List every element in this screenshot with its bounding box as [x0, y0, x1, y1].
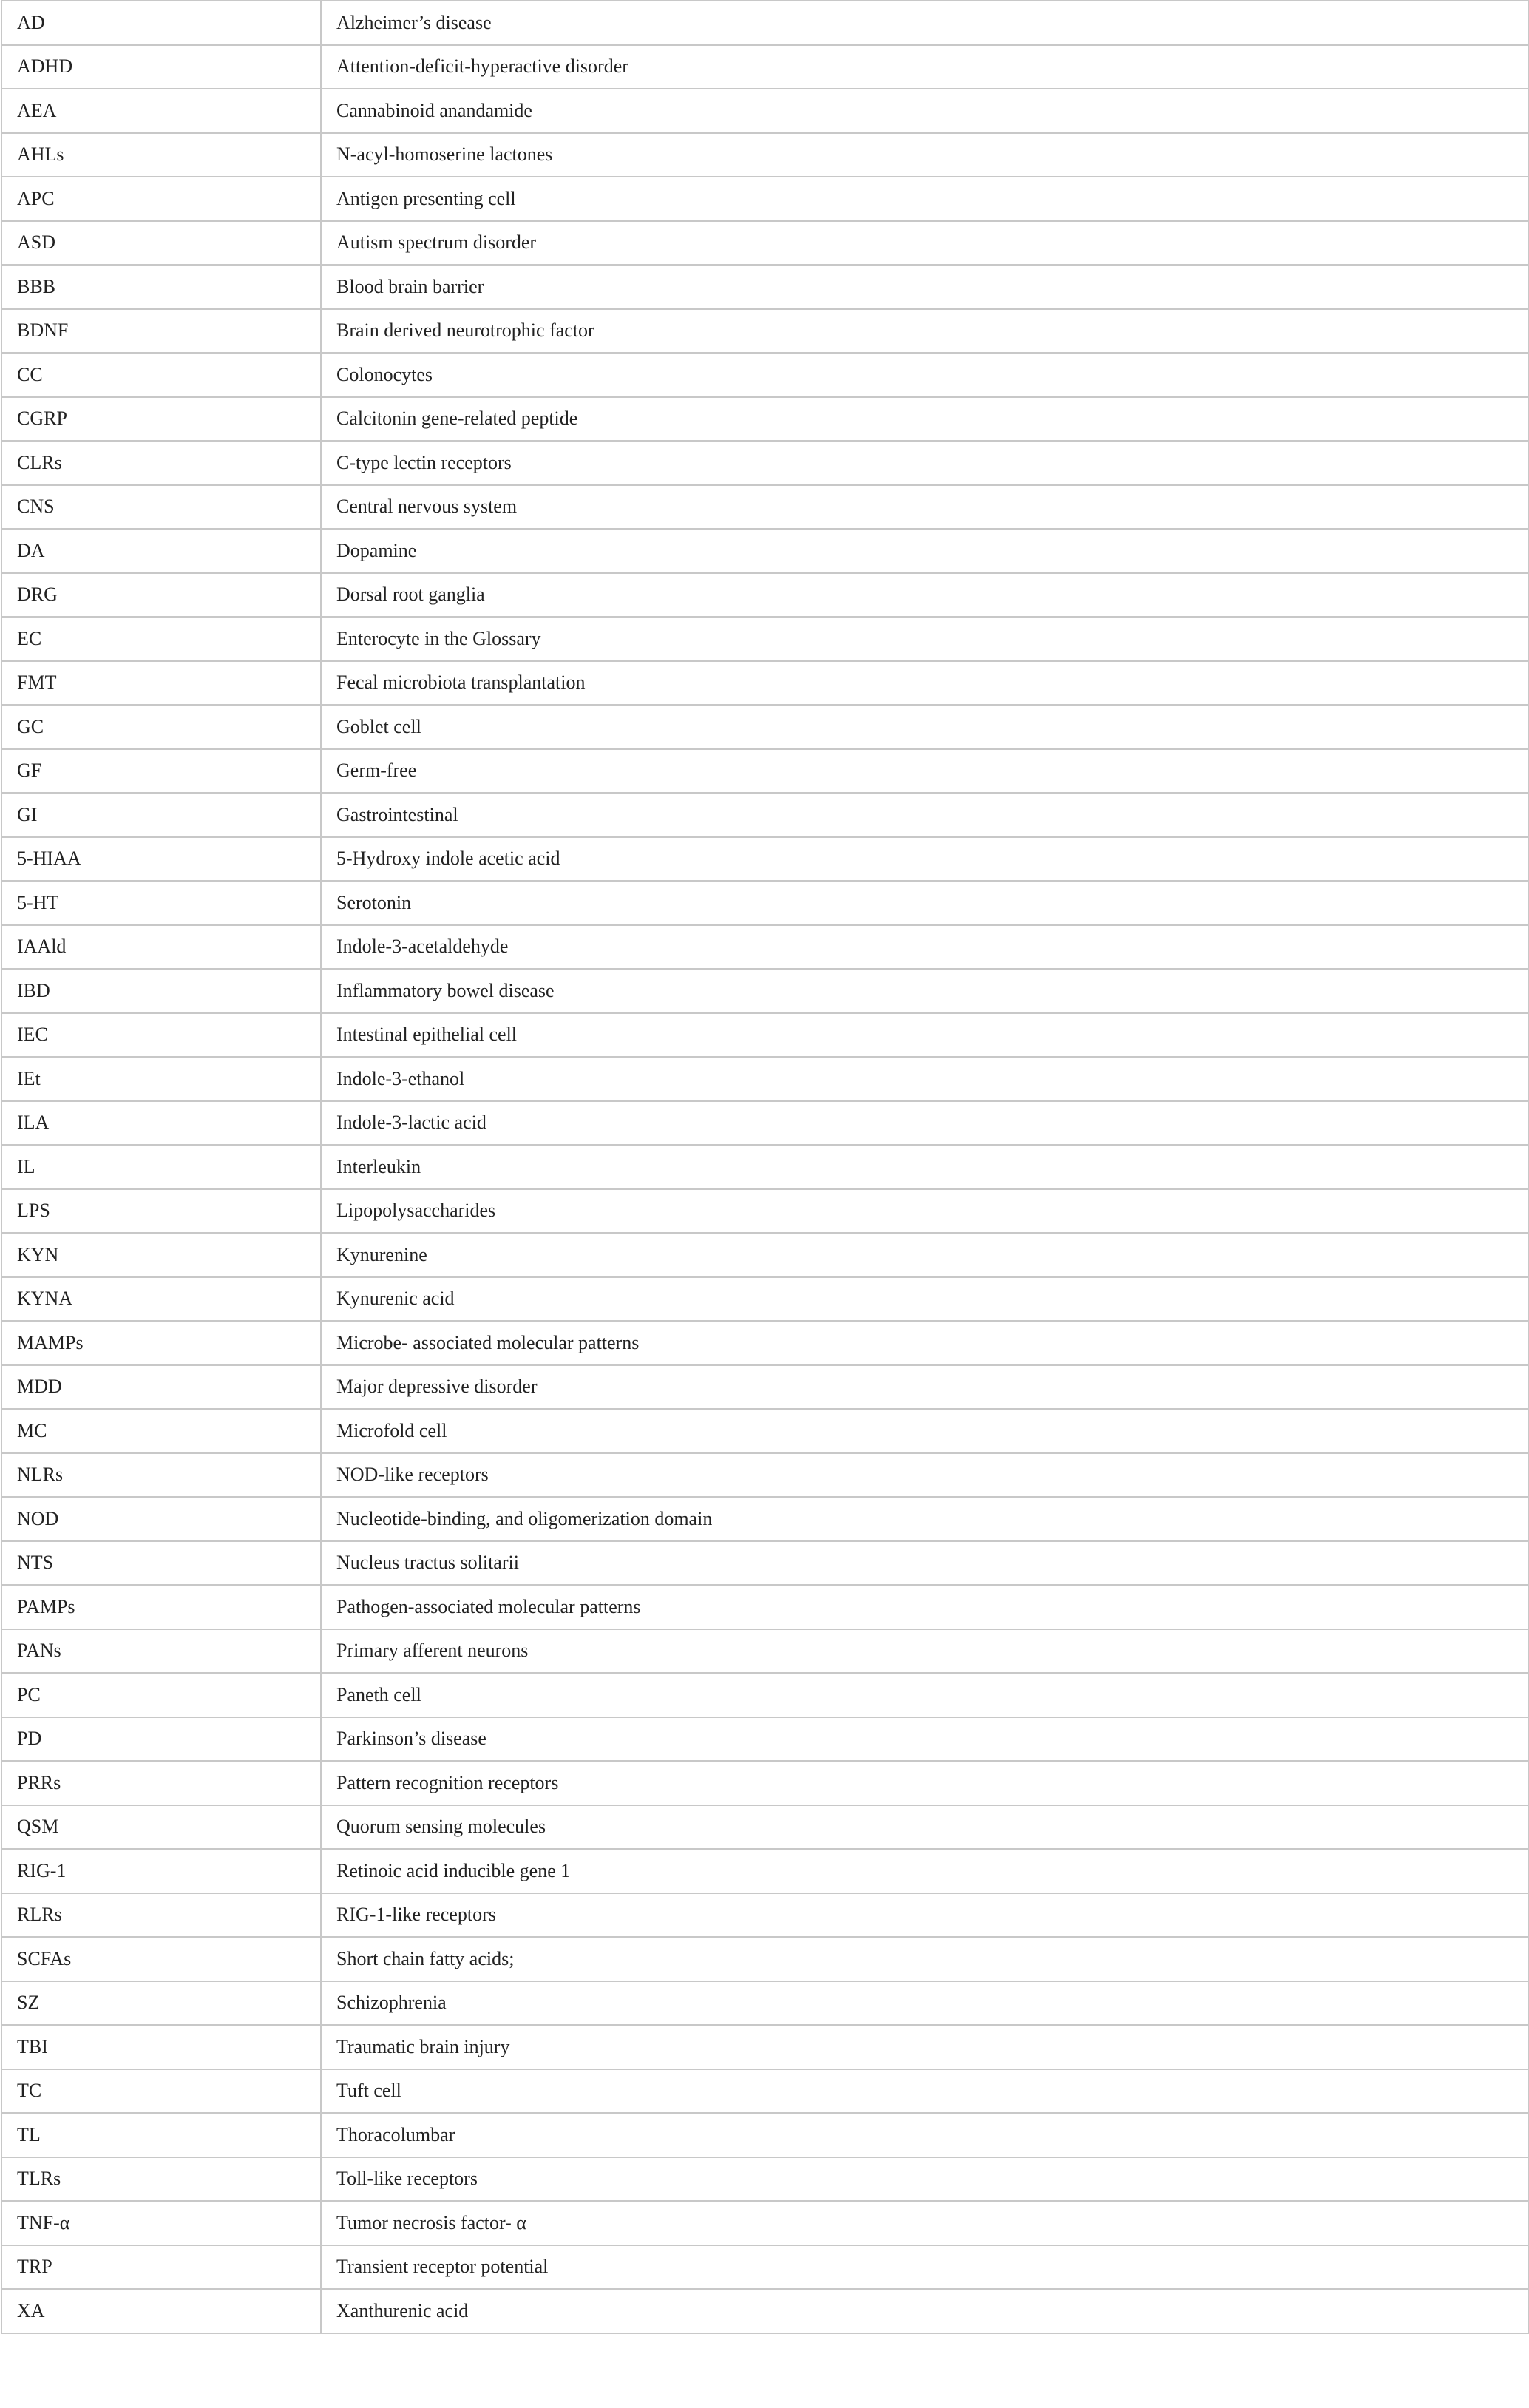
definition-cell: Tumor necrosis factor- α — [321, 2201, 1529, 2245]
definition-cell: Retinoic acid inducible gene 1 — [321, 1849, 1529, 1893]
abbreviation-cell: MDD — [1, 1365, 321, 1410]
abbreviation-cell: TNF-α — [1, 2201, 321, 2245]
table-row — [1, 573, 1529, 618]
table-row — [1, 1, 1529, 45]
abbreviation-cell: TLRs — [1, 2157, 321, 2202]
definition-cell: Central nervous system — [321, 485, 1529, 530]
table-row — [1, 793, 1529, 837]
definition-cell: NOD-like receptors — [321, 1453, 1529, 1498]
abbreviation-cell: BDNF — [1, 309, 321, 354]
definition-cell: Pattern recognition receptors — [321, 1761, 1529, 1805]
abbreviation-cell: GI — [1, 793, 321, 837]
definition-cell: Autism spectrum disorder — [321, 221, 1529, 266]
table-row — [1, 661, 1529, 706]
abbreviation-cell: TL — [1, 2113, 321, 2157]
definition-cell: Blood brain barrier — [321, 265, 1529, 309]
definition-cell: Lipopolysaccharides — [321, 1189, 1529, 1234]
abbreviation-cell: KYN — [1, 1233, 321, 1277]
abbreviation-cell: SCFAs — [1, 1937, 321, 1981]
abbreviation-cell: IBD — [1, 969, 321, 1013]
definition-cell: Calcitonin gene-related peptide — [321, 397, 1529, 442]
abbreviation-cell: TRP — [1, 2245, 321, 2290]
abbreviation-cell: CC — [1, 353, 321, 397]
table-row — [1, 1145, 1529, 1189]
definition-cell: Paneth cell — [321, 1673, 1529, 1717]
table-row — [1, 1409, 1529, 1453]
definition-cell: Kynurenine — [321, 1233, 1529, 1277]
abbreviation-cell: LPS — [1, 1189, 321, 1234]
table-row — [1, 2069, 1529, 2114]
table-row — [1, 309, 1529, 354]
definition-cell: Germ-free — [321, 749, 1529, 794]
table-row — [1, 1189, 1529, 1234]
table-row — [1, 969, 1529, 1013]
abbreviation-cell: XA — [1, 2289, 321, 2333]
definition-cell: 5-Hydroxy indole acetic acid — [321, 837, 1529, 882]
definition-cell: Goblet cell — [321, 705, 1529, 749]
abbreviation-cell: CNS — [1, 485, 321, 530]
definition-cell: RIG-1-like receptors — [321, 1893, 1529, 1938]
table-row — [1, 1013, 1529, 1058]
abbreviation-cell: NOD — [1, 1497, 321, 1541]
table-row — [1, 2025, 1529, 2069]
table-row — [1, 837, 1529, 882]
abbreviation-cell: QSM — [1, 1805, 321, 1850]
abbreviation-cell: AD — [1, 1, 321, 45]
table-row — [1, 1761, 1529, 1805]
abbreviation-cell: CLRs — [1, 441, 321, 485]
abbreviation-cell: TC — [1, 2069, 321, 2114]
abbreviation-cell: APC — [1, 177, 321, 221]
table-row — [1, 1321, 1529, 1365]
abbreviation-cell: ASD — [1, 221, 321, 266]
definition-cell: Microbe- associated molecular patterns — [321, 1321, 1529, 1365]
table-row — [1, 1453, 1529, 1498]
definition-cell: Cannabinoid anandamide — [321, 89, 1529, 133]
table-row — [1, 133, 1529, 177]
abbreviation-cell: PAMPs — [1, 1585, 321, 1629]
table-row — [1, 1365, 1529, 1410]
definition-cell: Major depressive disorder — [321, 1365, 1529, 1410]
abbreviation-cell: BBB — [1, 265, 321, 309]
abbreviation-cell: ADHD — [1, 45, 321, 89]
definition-cell: Indole-3-lactic acid — [321, 1101, 1529, 1146]
table-row — [1, 1893, 1529, 1938]
definition-cell: Serotonin — [321, 881, 1529, 925]
table-row — [1, 1233, 1529, 1277]
table-row — [1, 1805, 1529, 1850]
definition-cell: Colonocytes — [321, 353, 1529, 397]
abbreviation-cell: SZ — [1, 1981, 321, 2026]
definition-cell: Brain derived neurotrophic factor — [321, 309, 1529, 354]
table-row — [1, 1541, 1529, 1586]
definition-cell: Nucleotide-binding, and oligomerization domain — [321, 1497, 1529, 1541]
definition-cell: Parkinson’s disease — [321, 1717, 1529, 1762]
definition-cell: Toll-like receptors — [321, 2157, 1529, 2202]
definition-cell: Thoracolumbar — [321, 2113, 1529, 2157]
table-row — [1, 1629, 1529, 1674]
definition-cell: Attention-deficit-hyperactive disorder — [321, 45, 1529, 89]
abbreviation-cell: MC — [1, 1409, 321, 1453]
table-row — [1, 2113, 1529, 2157]
definition-cell: N-acyl-homoserine lactones — [321, 133, 1529, 177]
table-row — [1, 1981, 1529, 2026]
table-row — [1, 2201, 1529, 2245]
abbreviation-cell: NTS — [1, 1541, 321, 1586]
abbreviation-cell: PC — [1, 1673, 321, 1717]
table-row — [1, 705, 1529, 749]
table-row — [1, 1849, 1529, 1893]
definition-cell: Indole-3-acetaldehyde — [321, 925, 1529, 970]
table-row — [1, 1101, 1529, 1146]
table-row — [1, 2289, 1529, 2333]
table-row — [1, 749, 1529, 794]
abbreviation-cell: IEt — [1, 1057, 321, 1101]
abbreviation-cell: AEA — [1, 89, 321, 133]
abbreviation-cell: 5-HIAA — [1, 837, 321, 882]
table-row — [1, 1673, 1529, 1717]
definition-cell: C-type lectin receptors — [321, 441, 1529, 485]
abbreviation-cell: DA — [1, 529, 321, 573]
definition-cell: Interleukin — [321, 1145, 1529, 1189]
abbreviation-cell: IL — [1, 1145, 321, 1189]
abbreviation-cell: KYNA — [1, 1277, 321, 1322]
abbreviation-cell: MAMPs — [1, 1321, 321, 1365]
definition-cell: Nucleus tractus solitarii — [321, 1541, 1529, 1586]
abbreviation-cell: DRG — [1, 573, 321, 618]
abbreviation-cell: GC — [1, 705, 321, 749]
abbreviation-cell: TBI — [1, 2025, 321, 2069]
definition-cell: Transient receptor potential — [321, 2245, 1529, 2290]
definition-cell: Intestinal epithelial cell — [321, 1013, 1529, 1058]
definition-cell: Xanthurenic acid — [321, 2289, 1529, 2333]
abbreviation-cell: CGRP — [1, 397, 321, 442]
abbreviation-cell: NLRs — [1, 1453, 321, 1498]
definition-cell: Indole-3-ethanol — [321, 1057, 1529, 1101]
definition-cell: Dopamine — [321, 529, 1529, 573]
definition-cell: Primary afferent neurons — [321, 1629, 1529, 1674]
abbreviation-cell: 5-HT — [1, 881, 321, 925]
table-row — [1, 1057, 1529, 1101]
abbreviation-cell: ILA — [1, 1101, 321, 1146]
abbreviation-cell: IAAld — [1, 925, 321, 970]
abbreviation-cell: PRRs — [1, 1761, 321, 1805]
glossary-table — [1, 0, 1529, 2334]
table-row — [1, 925, 1529, 970]
abbreviation-cell: PANs — [1, 1629, 321, 1674]
table-row — [1, 529, 1529, 573]
definition-cell: Schizophrenia — [321, 1981, 1529, 2026]
table-row — [1, 617, 1529, 661]
definition-cell: Quorum sensing molecules — [321, 1805, 1529, 1850]
definition-cell: Microfold cell — [321, 1409, 1529, 1453]
table-row — [1, 221, 1529, 266]
abbreviation-cell: PD — [1, 1717, 321, 1762]
table-row — [1, 881, 1529, 925]
abbreviation-cell: GF — [1, 749, 321, 794]
abbreviation-cell: RIG-1 — [1, 1849, 321, 1893]
definition-cell: Dorsal root ganglia — [321, 573, 1529, 618]
table-row — [1, 265, 1529, 309]
table-row — [1, 1585, 1529, 1629]
abbreviation-cell: EC — [1, 617, 321, 661]
table-row — [1, 45, 1529, 89]
abbreviation-cell: RLRs — [1, 1893, 321, 1938]
abbreviation-cell: IEC — [1, 1013, 321, 1058]
table-row — [1, 1937, 1529, 1981]
table-row — [1, 2157, 1529, 2202]
definition-cell: Fecal microbiota transplantation — [321, 661, 1529, 706]
definition-cell: Short chain fatty acids; — [321, 1937, 1529, 1981]
definition-cell: Tuft cell — [321, 2069, 1529, 2114]
abbreviation-cell: AHLs — [1, 133, 321, 177]
table-row — [1, 2245, 1529, 2290]
table-row — [1, 485, 1529, 530]
definition-cell: Alzheimer’s disease — [321, 1, 1529, 45]
definition-cell: Kynurenic acid — [321, 1277, 1529, 1322]
table-row — [1, 397, 1529, 442]
definition-cell: Enterocyte in the Glossary — [321, 617, 1529, 661]
table-row — [1, 1717, 1529, 1762]
table-row — [1, 441, 1529, 485]
table-row — [1, 89, 1529, 133]
table-row — [1, 1497, 1529, 1541]
definition-cell: Inflammatory bowel disease — [321, 969, 1529, 1013]
table-row — [1, 353, 1529, 397]
definition-cell: Gastrointestinal — [321, 793, 1529, 837]
table-row — [1, 177, 1529, 221]
table-row — [1, 1277, 1529, 1322]
definition-cell: Pathogen-associated molecular patterns — [321, 1585, 1529, 1629]
abbreviation-cell: FMT — [1, 661, 321, 706]
glossary-table-body — [1, 1, 1529, 2333]
definition-cell: Antigen presenting cell — [321, 177, 1529, 221]
definition-cell: Traumatic brain injury — [321, 2025, 1529, 2069]
